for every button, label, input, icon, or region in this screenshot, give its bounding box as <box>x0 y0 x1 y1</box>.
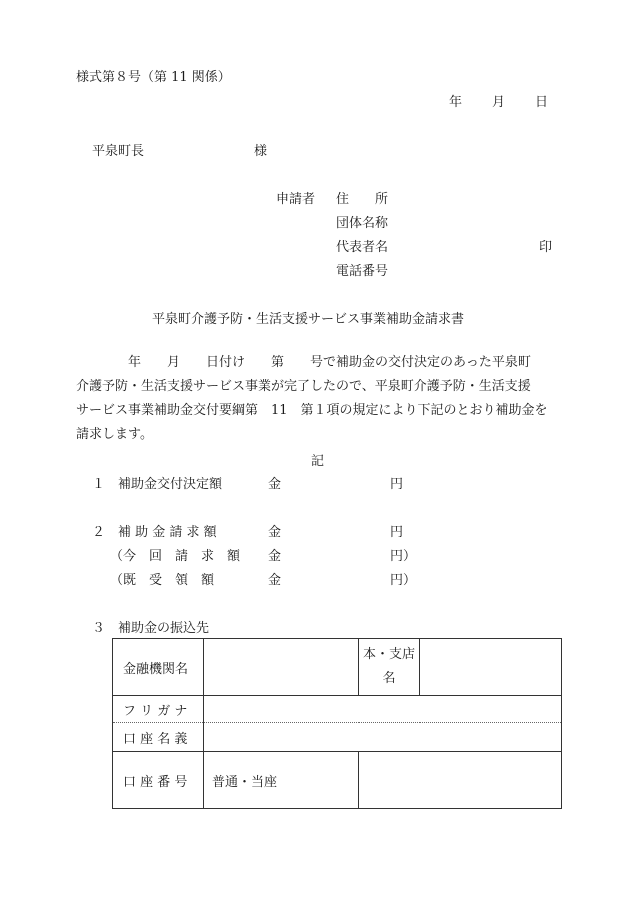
date-year: 年 <box>448 95 462 110</box>
account-name-field[interactable] <box>204 723 562 752</box>
branch-label-line1: 本・支店 <box>363 647 416 662</box>
date-line <box>419 96 548 109</box>
account-number-field[interactable] <box>359 752 562 809</box>
branch-label-line2: 名 <box>382 671 396 686</box>
item1-yen: 円 <box>390 477 404 492</box>
ki-heading: 記 <box>311 454 325 469</box>
item2-yen: 円 <box>390 525 404 540</box>
account-number-label: 口 座 番 号 <box>113 752 204 809</box>
applicant-label: 申請者 <box>276 192 316 207</box>
item2-label: 補 助 金 請 求 額 <box>118 525 217 540</box>
applicant-representative-label: 代表者名 <box>336 240 389 255</box>
form-number: 様式第８号（第 11 関係） <box>76 70 231 85</box>
item3-label: 補助金の振込先 <box>118 621 210 636</box>
furigana-label: フ リ ガ ナ <box>113 696 204 723</box>
furigana-field[interactable] <box>204 696 562 723</box>
item1-kin: 金 <box>268 477 282 492</box>
body-line: 請求します。 <box>76 427 153 442</box>
applicant-phone-label: 電話番号 <box>336 264 389 279</box>
item2b-label: （既 受 領 額 <box>110 573 215 588</box>
item2b-yen: 円） <box>390 573 417 588</box>
item2a-yen: 円） <box>390 549 417 564</box>
body-line: サービス事業補助金交付要綱第 11 第１項の規定により下記のとおり補助金を <box>76 403 548 418</box>
body-paragraph <box>76 351 556 447</box>
branch-label <box>359 639 420 696</box>
addressee-name: 平泉町長 <box>92 144 145 159</box>
item2a-kin: 金 <box>268 549 282 564</box>
account-type-cell[interactable]: 普通・当座 <box>204 752 359 809</box>
institution-label: 金融機関名 <box>113 639 204 696</box>
item2a-label: （今 回 請 求 額 <box>110 549 241 564</box>
item2-number: ２ <box>92 525 106 540</box>
applicant-address-label: 住 所 <box>336 192 389 207</box>
date-day: 日 <box>534 95 548 110</box>
date-month: 月 <box>491 95 505 110</box>
item2-kin: 金 <box>268 525 282 540</box>
body-line: 年 月 日付け 第 号で補助金の交付決定のあった平泉町 <box>76 355 531 370</box>
account-name-label: 口 座 名 義 <box>113 723 204 752</box>
institution-field[interactable] <box>204 639 359 696</box>
item2b-kin: 金 <box>268 573 282 588</box>
branch-field[interactable] <box>420 639 562 696</box>
item3-number: ３ <box>92 621 106 636</box>
item1-number: １ <box>92 477 106 492</box>
addressee-honorific: 様 <box>254 144 268 159</box>
bank-transfer-table <box>112 638 562 809</box>
item1-label: 補助金交付決定額 <box>118 477 223 492</box>
seal-mark: 印 <box>539 240 553 255</box>
body-line: 介護予防・生活支援サービス事業が完了したので、平泉町介護予防・生活支援 <box>76 379 531 394</box>
applicant-org-label: 団体名称 <box>336 216 389 231</box>
document-title: 平泉町介護予防・生活支援サービス事業補助金請求書 <box>152 312 465 327</box>
